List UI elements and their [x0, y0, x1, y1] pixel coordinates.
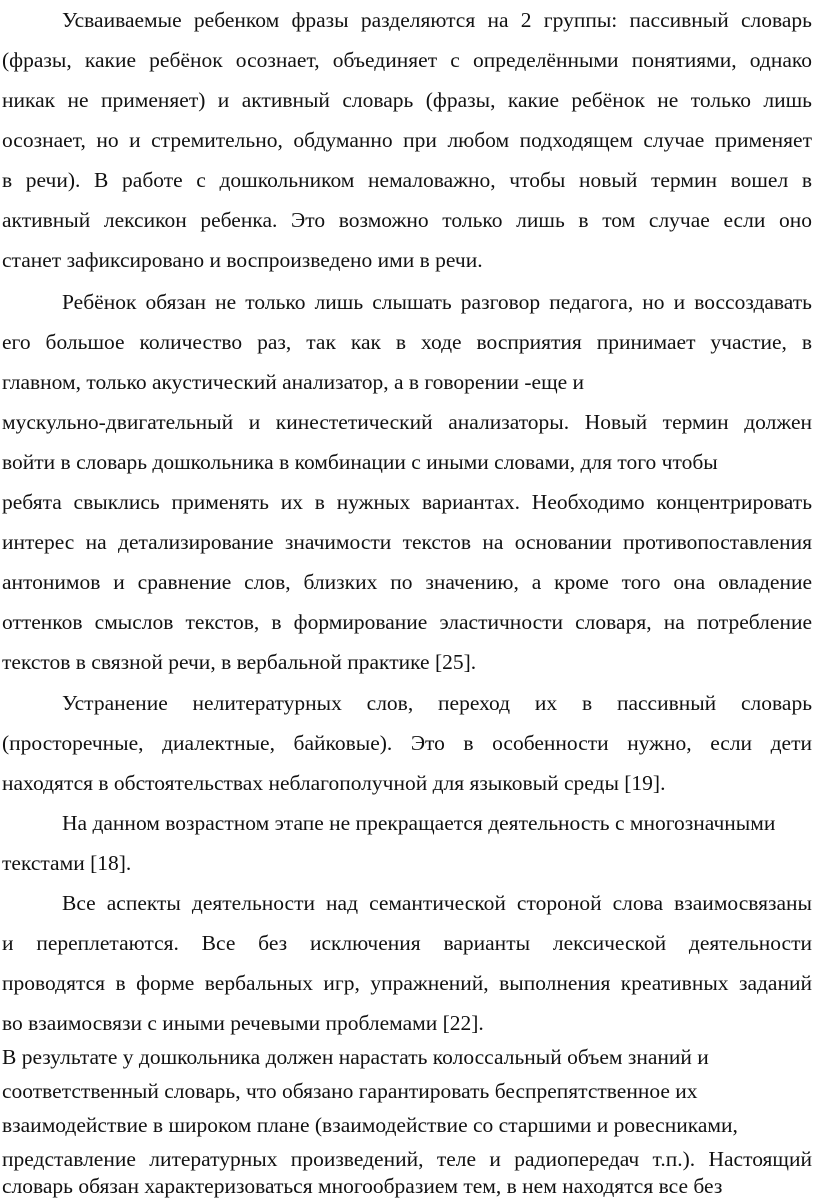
text-line: Все аспекты деятельности над семантической стороной слова взаимосвязаны	[62, 891, 812, 915]
text-line: (фразы, какие ребёнок осознает, объединяет с определёнными понятиями, однако	[2, 48, 812, 72]
text-line: осознает, но и стремительно, обдуманно при любом подходящем случае применяет	[2, 128, 812, 152]
text-line: антонимов и сравнение слов, близких по значению, а кроме того она овладение	[2, 570, 812, 594]
text-line: Усваиваемые ребенком фразы разделяются на 2 группы: пассивный словарь	[62, 8, 812, 32]
text-line: проводятся в форме вербальных игр, упражнений, выполнения креативных заданий	[2, 971, 812, 995]
text-line: ребята свыклись применять их в нужных вариантах. Необходимо концентрировать	[2, 490, 812, 514]
text-line: словарь обязан характеризоваться многообразием тем, в нем находятся все без	[2, 1174, 723, 1198]
text-line: никак не применяет) и активный словарь (фразы, какие ребёнок не только лишь	[2, 88, 812, 112]
text-line: его большое количество раз, так как в ходе восприятия принимает участие, в	[2, 330, 812, 354]
text-line: текстами [18].	[2, 851, 132, 875]
text-line: мускульно-двигательный и кинестетический анализаторы. Новый термин должен	[2, 410, 812, 434]
text-line: текстов в связной речи, в вербальной практике [25].	[2, 650, 477, 674]
text-line: соответственный словарь, что обязано гарантировать беспрепятственное их	[2, 1079, 698, 1103]
text-line: В результате у дошкольника должен нарастать колоссальный объем знаний и	[2, 1045, 709, 1069]
text-line: представление литературных произведений, теле и радиопередач т.п.). Настоящий	[2, 1147, 812, 1171]
text-line: Ребёнок обязан не только лишь слышать разговор педагога, но и воссоздавать	[62, 290, 812, 314]
text-line: в речи). В работе с дошкольником немаловажно, чтобы новый термин вошел в	[2, 168, 812, 192]
text-line: войти в словарь дошкольника в комбинации с иными словами, для того чтобы	[2, 450, 718, 474]
text-line: (просторечные, диалектные, байковые). Это в особенности нужно, если дети	[2, 731, 812, 755]
text-line: и переплетаются. Все без исключения варианты лексической деятельности	[2, 931, 812, 955]
text-line: во взаимосвязи с иными речевыми проблемами [22].	[2, 1011, 484, 1035]
text-line: оттенков смыслов текстов, в формирование эластичности словаря, на потребление	[2, 610, 812, 634]
text-line: На данном возрастном этапе не прекращается деятельность с многозначными	[62, 811, 776, 835]
text-line: станет зафиксировано и воспроизведено ими в речи.	[2, 248, 483, 272]
text-line: Устранение нелитературных слов, переход их в пассивный словарь	[62, 691, 812, 715]
text-line: находятся в обстоятельствах неблагополучной для языковый среды [19].	[2, 771, 666, 795]
text-line: главном, только акустический анализатор, а в говорении -еще и	[2, 370, 585, 394]
text-line: активный лексикон ребенка. Это возможно только лишь в том случае если оно	[2, 208, 812, 232]
text-line: интерес на детализирование значимости текстов на основании противопоставления	[2, 530, 812, 554]
text-line: взаимодействие в широком плане (взаимодействие со старшими и ровесниками,	[2, 1113, 738, 1137]
